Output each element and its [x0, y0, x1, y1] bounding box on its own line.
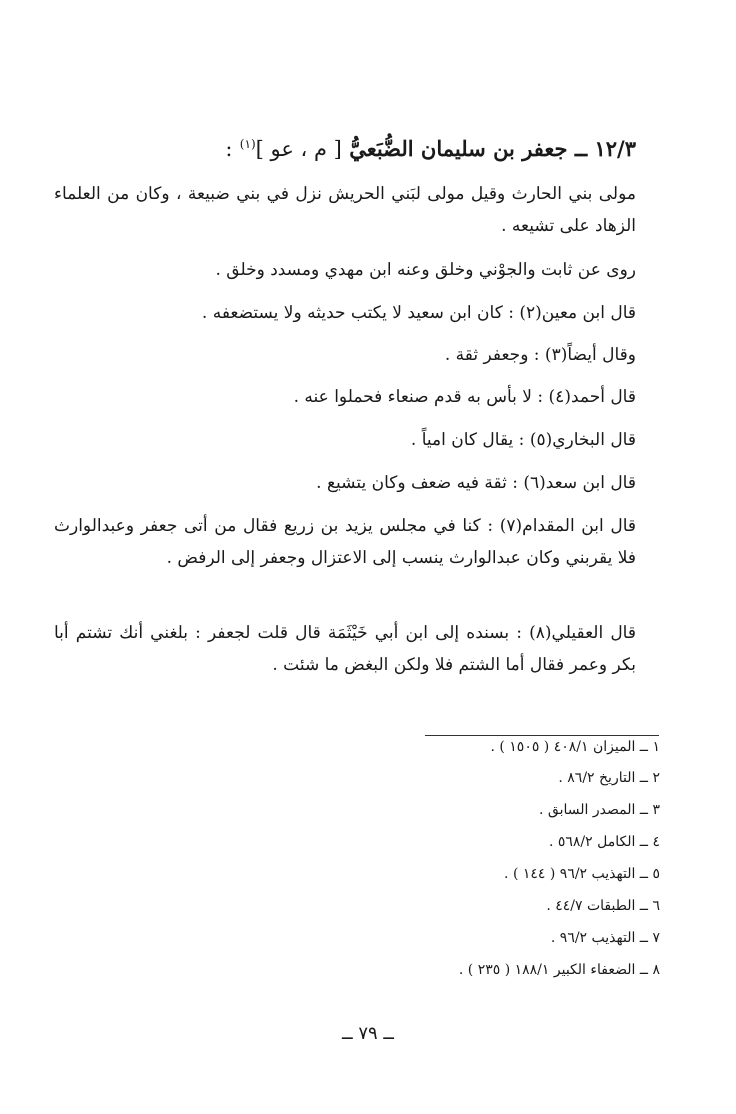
footnote-5: ٥ ــ التهذيب ٩٦/٢ ( ١٤٤ ) .	[504, 866, 660, 882]
entry-sigla: [ م ، عو ]	[255, 137, 342, 161]
entry-number: ١٢/٣	[594, 136, 636, 161]
paragraph-ibn-saad: قال ابن سعد(٦) : ثقة فيه ضعف وكان يتشيع .	[316, 473, 636, 493]
footnote-7: ٧ ــ التهذيب ٩٦/٢ .	[550, 930, 660, 946]
footnote-8: ٨ ــ الضعفاء الكبير ١٨٨/١ ( ٢٣٥ ) .	[458, 962, 660, 978]
entry-name: جعفر بن سليمان الضُّبَعيُّ	[349, 136, 568, 161]
footnote-4: ٤ ــ الكامل ٥٦٨/٢ .	[548, 834, 660, 850]
footnote-divider	[425, 735, 659, 736]
entry-note-ref: (١)	[239, 137, 256, 151]
entry-heading	[225, 136, 636, 161]
footnote-3: ٣ ــ المصدر السابق .	[539, 802, 660, 818]
footnote-6: ٦ ــ الطبقات ٤٤/٧ .	[546, 898, 660, 914]
page-number: ــ ٧٩ ــ	[342, 1023, 394, 1044]
paragraph-ibn-miqdam: قال ابن المقدام(٧) : كنا في مجلس يزيد بن زريع فقال من أتى جعفر وعبدالوارث فلا يقربني وكان عبدالوارث ينسب إلى الاعتزال وجعفر إلى الرفض .	[54, 516, 636, 568]
paragraph-bukhari: قال البخاري(٥) : يقال كان امياً .	[410, 430, 636, 450]
paragraph-uqaili: قال العقيلي(٨) : بسنده إلى ابن أبي خَيْثَمَة قال قلت لجعفر : بلغني أنك تشتم أبا بكر وعمر فقال أما الشتم فلا ولكن البغض ما شئت .	[54, 623, 636, 675]
entry-dash: ــ	[574, 136, 588, 161]
footnote-2: ٢ ــ التاريخ ٨٦/٢ .	[558, 770, 660, 786]
footnote-1: ١ ــ الميزان ٤٠٨/١ ( ١٥٠٥ ) .	[490, 739, 660, 755]
entry-colon: :	[225, 137, 233, 161]
paragraph-ibn-main-1: قال ابن معين(٢) : كان ابن سعيد لا يكتب حديثه ولا يستضعفه .	[201, 303, 636, 323]
paragraph-ahmad: قال أحمد(٤) : لا بأس به قدم صنعاء فحملوا عنه .	[293, 387, 636, 407]
paragraph-narrated: روى عن ثابت والجوْني وخلق وعنه ابن مهدي ومسدد وخلق .	[215, 260, 636, 280]
paragraph-bio: مولى بني الحارث وقيل مولى لبَني الحريش نزل في بني ضبيعة ، وكان من العلماء الزهاد على تشيعه .	[54, 184, 636, 236]
paragraph-ibn-main-2: وقال أيضاً(٣) : وجعفر ثقة .	[444, 345, 636, 365]
